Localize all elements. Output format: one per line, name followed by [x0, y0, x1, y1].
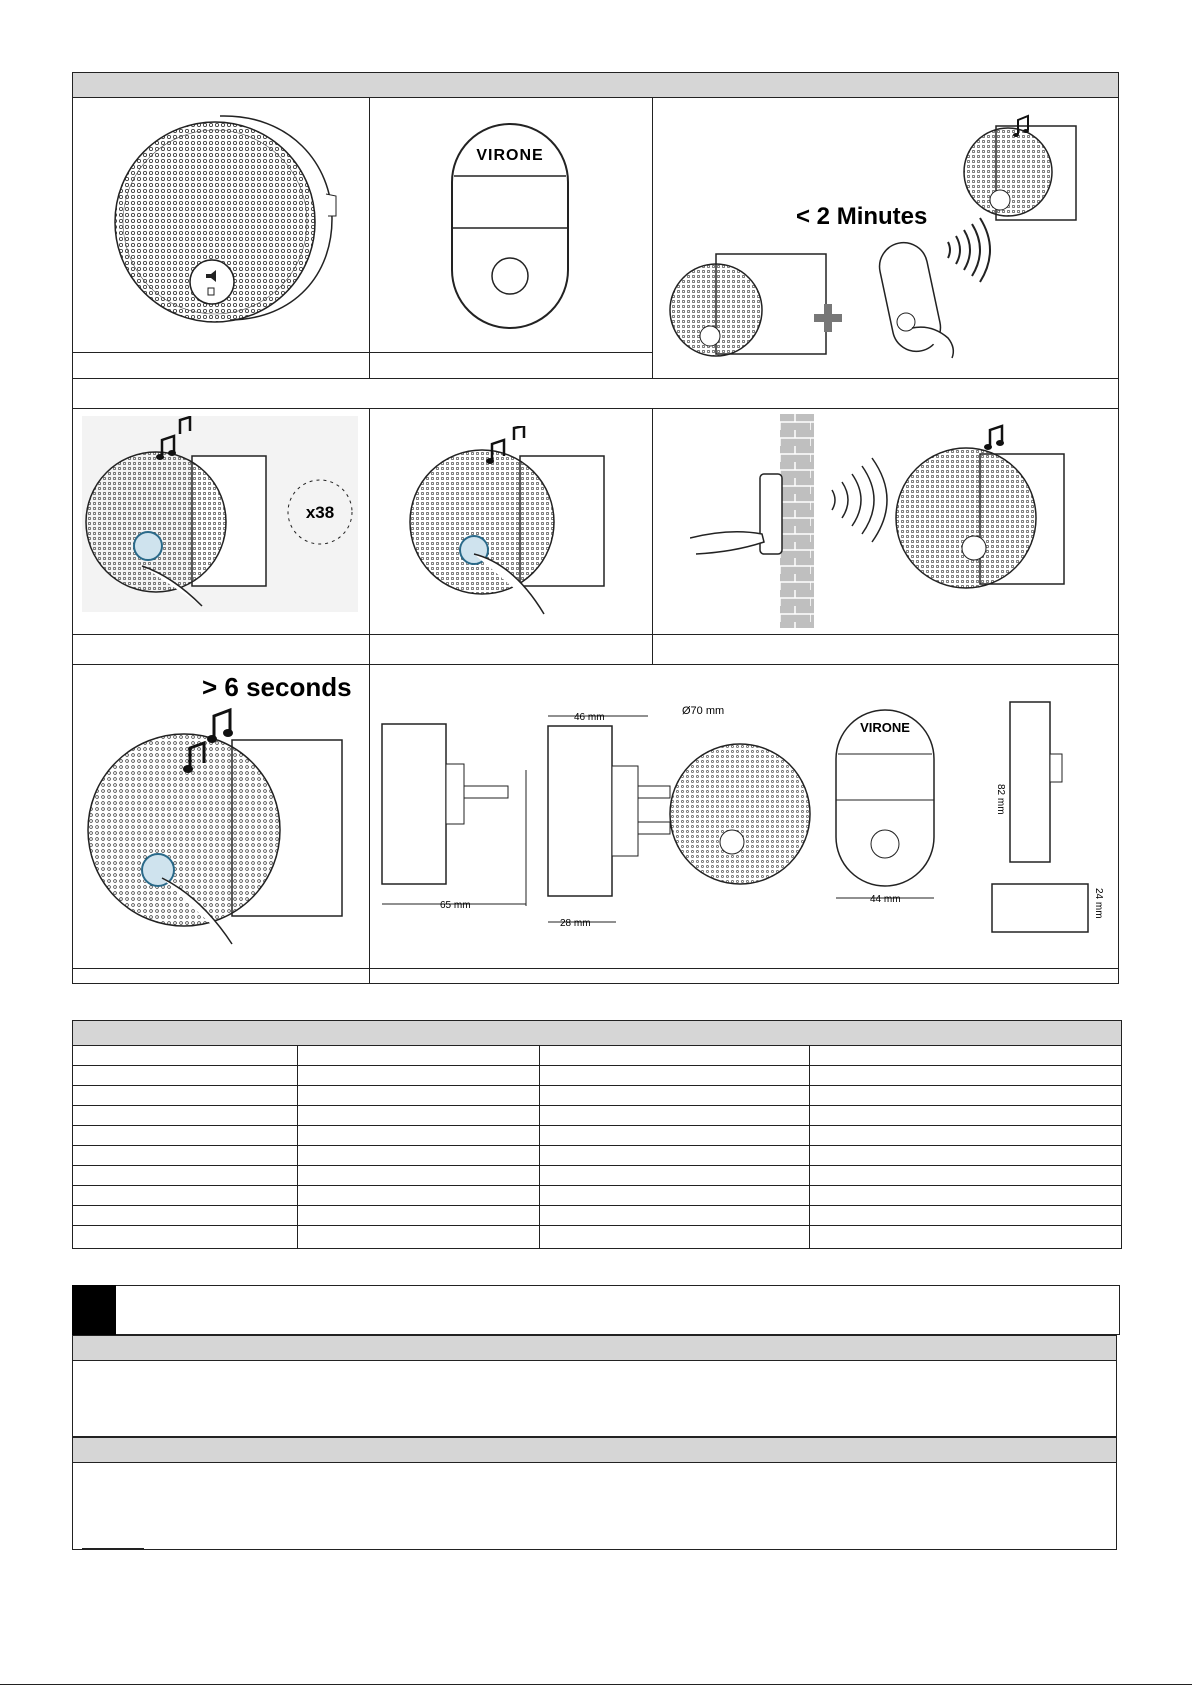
pairing-time-label: < 2 Minutes [796, 203, 928, 230]
melody-select-figure [82, 416, 358, 612]
dimensions-figure [380, 674, 1108, 936]
language-header-box [72, 1285, 1120, 1335]
dim-button-depth: 24 mm [1093, 888, 1104, 919]
footnote-rule [82, 1548, 144, 1549]
spec-row [72, 1206, 1122, 1226]
chime-press-figure [400, 426, 620, 626]
spec-row [72, 1126, 1122, 1146]
reset-time-label: > 6 seconds [202, 672, 352, 702]
dim-body-width: 46 mm [574, 712, 605, 723]
dim-plug-base: 28 mm [560, 918, 591, 929]
spec-row [72, 1066, 1122, 1086]
dim-diameter: Ø70 mm [682, 705, 725, 717]
section-header-2 [72, 1437, 1117, 1463]
spec-row [72, 1146, 1122, 1166]
brand-logo-text: VIRONE [476, 147, 544, 164]
dim-plug-depth: 65 mm [440, 900, 471, 911]
pairing-figure [666, 104, 1106, 360]
spec-row [72, 1106, 1122, 1126]
spec-row [72, 1166, 1122, 1186]
dim-button-width: 44 mm [870, 894, 901, 905]
figures-table-header [72, 72, 1119, 98]
spec-row [72, 1086, 1122, 1106]
language-marker [72, 1285, 116, 1335]
specs-table-header [72, 1020, 1122, 1046]
dim-brand-logo-text: VIRONE [860, 720, 910, 735]
push-button-figure [440, 120, 580, 332]
spec-row [72, 1186, 1122, 1206]
melody-count-label: x38 [305, 503, 335, 522]
section-header-1 [72, 1335, 1117, 1361]
receiver-chime-figure [100, 104, 340, 332]
reset-figure [82, 668, 362, 960]
dim-button-height: 82 mm [995, 784, 1006, 815]
wall-range-figure [690, 414, 1090, 628]
spec-row [72, 1046, 1122, 1066]
spec-row [72, 1226, 1122, 1246]
